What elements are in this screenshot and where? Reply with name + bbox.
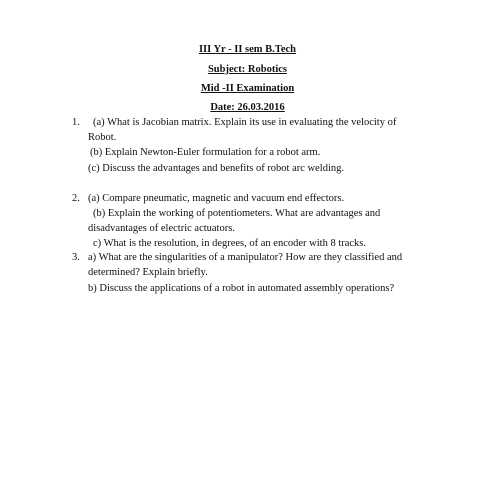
- subject-heading: Subject: Robotics: [207, 64, 288, 75]
- exam-heading: Mid -II Examination: [200, 83, 295, 94]
- question-1a-line2: Robot.: [88, 132, 117, 143]
- question-2a: (a) Compare pneumatic, magnetic and vacuum end effectors.: [88, 193, 345, 204]
- question-2b-line2: disadvantages of electric actuators.: [88, 223, 235, 234]
- question-3-number: 3.: [72, 252, 80, 263]
- question-1-number: 1.: [72, 117, 80, 128]
- year-semester-heading: III Yr - II sem B.Tech: [198, 44, 297, 55]
- question-1b: (b) Explain Newton-Euler formulation for a robot arm.: [90, 147, 321, 158]
- question-1c: (c) Discuss the advantages and benefits of robot arc welding.: [88, 163, 344, 174]
- question-3a-line1: a) What are the singularities of a manipulator? How are they classified and: [88, 252, 403, 263]
- question-2b-line1: (b) Explain the working of potentiometers. What are advantages and: [93, 208, 381, 219]
- question-1a-line1: (a) What is Jacobian matrix. Explain its use in evaluating the velocity of: [93, 117, 397, 128]
- date-heading: Date: 26.03.2016: [210, 102, 285, 113]
- question-3a-line2: determined? Explain briefly.: [88, 267, 208, 278]
- question-2c: c) What is the resolution, in degrees, of an encoder with 8 tracks.: [93, 238, 367, 249]
- question-2-number: 2.: [72, 193, 80, 204]
- question-3b: b) Discuss the applications of a robot in automated assembly operations?: [88, 283, 395, 294]
